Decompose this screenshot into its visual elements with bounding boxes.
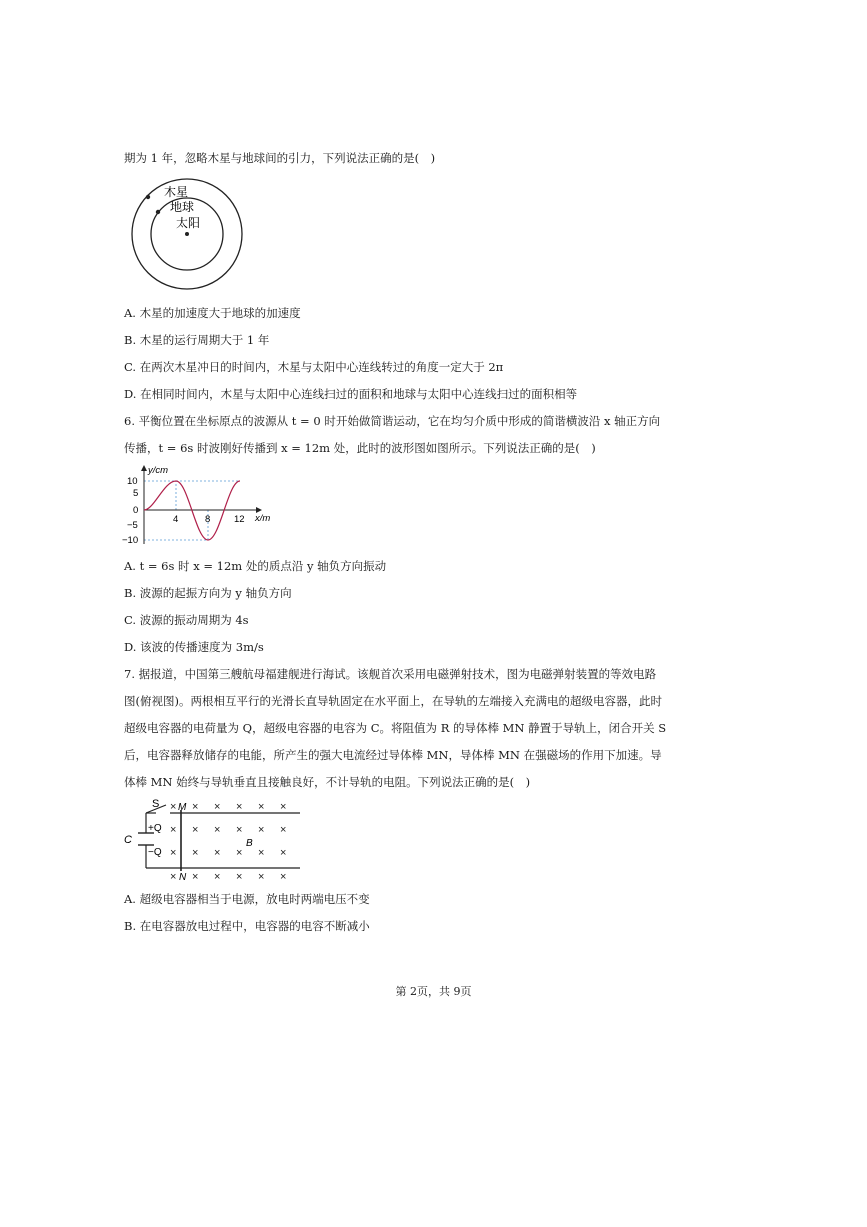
label-sun: 太阳 xyxy=(176,216,201,230)
q6-stem-line-1: 6. 平衡位置在坐标原点的波源从 t = 0 时开始做简谐运动，它在均匀介质中形成的简谐横波沿 x 轴正方向 xyxy=(124,414,661,428)
q7-stem-line-2: 图(俯视图)。两根相互平行的光滑长直导轨固定在水平面上，在导轨的左端接入充满电的超级电容器，此时 xyxy=(124,694,662,708)
label-b: B xyxy=(246,838,253,849)
q7-stem-line-3: 超级电容器的电荷量为 Q，超级电容器的电容为 C。将阻值为 R 的导体棒 MN 静置于导轨上，闭合开关 S xyxy=(124,721,667,735)
cross: × xyxy=(236,847,243,859)
circuit-diagram xyxy=(122,796,307,886)
cross: × xyxy=(214,824,221,836)
cross: × xyxy=(170,824,177,836)
label-s: S xyxy=(152,798,160,810)
cross: × xyxy=(236,801,243,813)
cross: × xyxy=(258,801,265,813)
x-axis-label: x/m xyxy=(255,513,271,524)
cross: × xyxy=(280,871,287,883)
q5-option-d: D. 在相同时间内，木星与太阳中心连线扫过的面积和地球与太阳中心连线扫过的面积相等 xyxy=(124,387,578,401)
cross: × xyxy=(192,847,199,859)
earth-dot xyxy=(156,210,160,214)
y-tick-minus10: −10 xyxy=(122,535,139,546)
q6-option-d: D. 该波的传播速度为 3m/s xyxy=(124,640,264,654)
cross: × xyxy=(192,824,199,836)
cross: × xyxy=(214,847,221,859)
q6-option-a: A. t = 6s 时 x = 12m 处的质点沿 y 轴负方向振动 xyxy=(124,559,387,573)
q7-stem-line-5: 体棒 MN 始终与导轨垂直且接触良好，不计导轨的电阻。下列说法正确的是( ) xyxy=(124,775,531,789)
label-c: C xyxy=(124,834,132,846)
q7-option-a: A. 超级电容器相当于电源，放电时两端电压不变 xyxy=(124,892,370,906)
x-tick-4: 4 xyxy=(173,514,179,525)
cross: × xyxy=(280,847,287,859)
cross: × xyxy=(280,801,287,813)
cross: × xyxy=(192,871,199,883)
q6-option-c: C. 波源的振动周期为 4s xyxy=(124,613,249,627)
y-tick-10: 10 xyxy=(127,476,138,487)
label-m: M xyxy=(178,802,187,813)
jupiter-dot xyxy=(146,195,150,199)
y-tick-0: 0 xyxy=(133,505,139,516)
cross: × xyxy=(258,871,265,883)
q6-stem-line-2: 传播，t = 6s 时波刚好传播到 x = 12m 处，此时的波形图如图所示。下列说法正确的是( ) xyxy=(124,441,596,455)
cross: × xyxy=(192,801,199,813)
page-footer: 第 2页，共 9页 xyxy=(395,985,472,998)
x-tick-12: 12 xyxy=(234,514,245,525)
cross: × xyxy=(236,824,243,836)
cross: × xyxy=(170,801,177,813)
label-minus-q: −Q xyxy=(148,847,162,858)
label-jupiter: 木星 xyxy=(164,185,189,199)
cross: × xyxy=(258,847,265,859)
cross: × xyxy=(280,824,287,836)
label-n: N xyxy=(179,872,187,883)
sun-dot xyxy=(185,232,189,236)
q5-stem: 期为 1 年，忽略木星与地球间的引力，下列说法正确的是( ) xyxy=(124,151,436,165)
x-tick-8: 8 xyxy=(205,514,211,525)
y-axis-arrow xyxy=(141,465,147,471)
q7-stem-line-4: 后，电容器释放储存的电能，所产生的强大电流经过导体棒 MN，导体棒 MN 在强磁场的作用下加速。导 xyxy=(124,748,662,762)
cross: × xyxy=(214,871,221,883)
label-plus-q: +Q xyxy=(148,823,162,834)
q5-option-c: C. 在两次木星冲日的时间内，木星与太阳中心连线转过的角度一定大于 2π xyxy=(124,360,504,374)
orbit-diagram xyxy=(120,180,260,292)
cross: × xyxy=(170,847,177,859)
q6-option-b: B. 波源的起振方向为 y 轴负方向 xyxy=(124,586,292,600)
y-axis-label: y/cm xyxy=(148,465,169,476)
wave-graph xyxy=(124,464,284,546)
label-earth: 地球 xyxy=(170,200,195,214)
y-tick-5: 5 xyxy=(133,488,139,499)
y-tick-minus5: −5 xyxy=(127,520,138,531)
q7-option-b: B. 在电容器放电过程中，电容器的电容不断减小 xyxy=(124,919,370,933)
q5-option-a: A. 木星的加速度大于地球的加速度 xyxy=(124,306,301,320)
q7-stem-line-1: 7. 据报道，中国第三艘航母福建舰进行海试。该舰首次采用电磁弹射技术，图为电磁弹射装置的等效电路 xyxy=(124,667,657,681)
cross: × xyxy=(214,801,221,813)
cross: × xyxy=(170,871,177,883)
cross: × xyxy=(236,871,243,883)
cross: × xyxy=(258,824,265,836)
q5-option-b: B. 木星的运行周期大于 1 年 xyxy=(124,333,270,347)
